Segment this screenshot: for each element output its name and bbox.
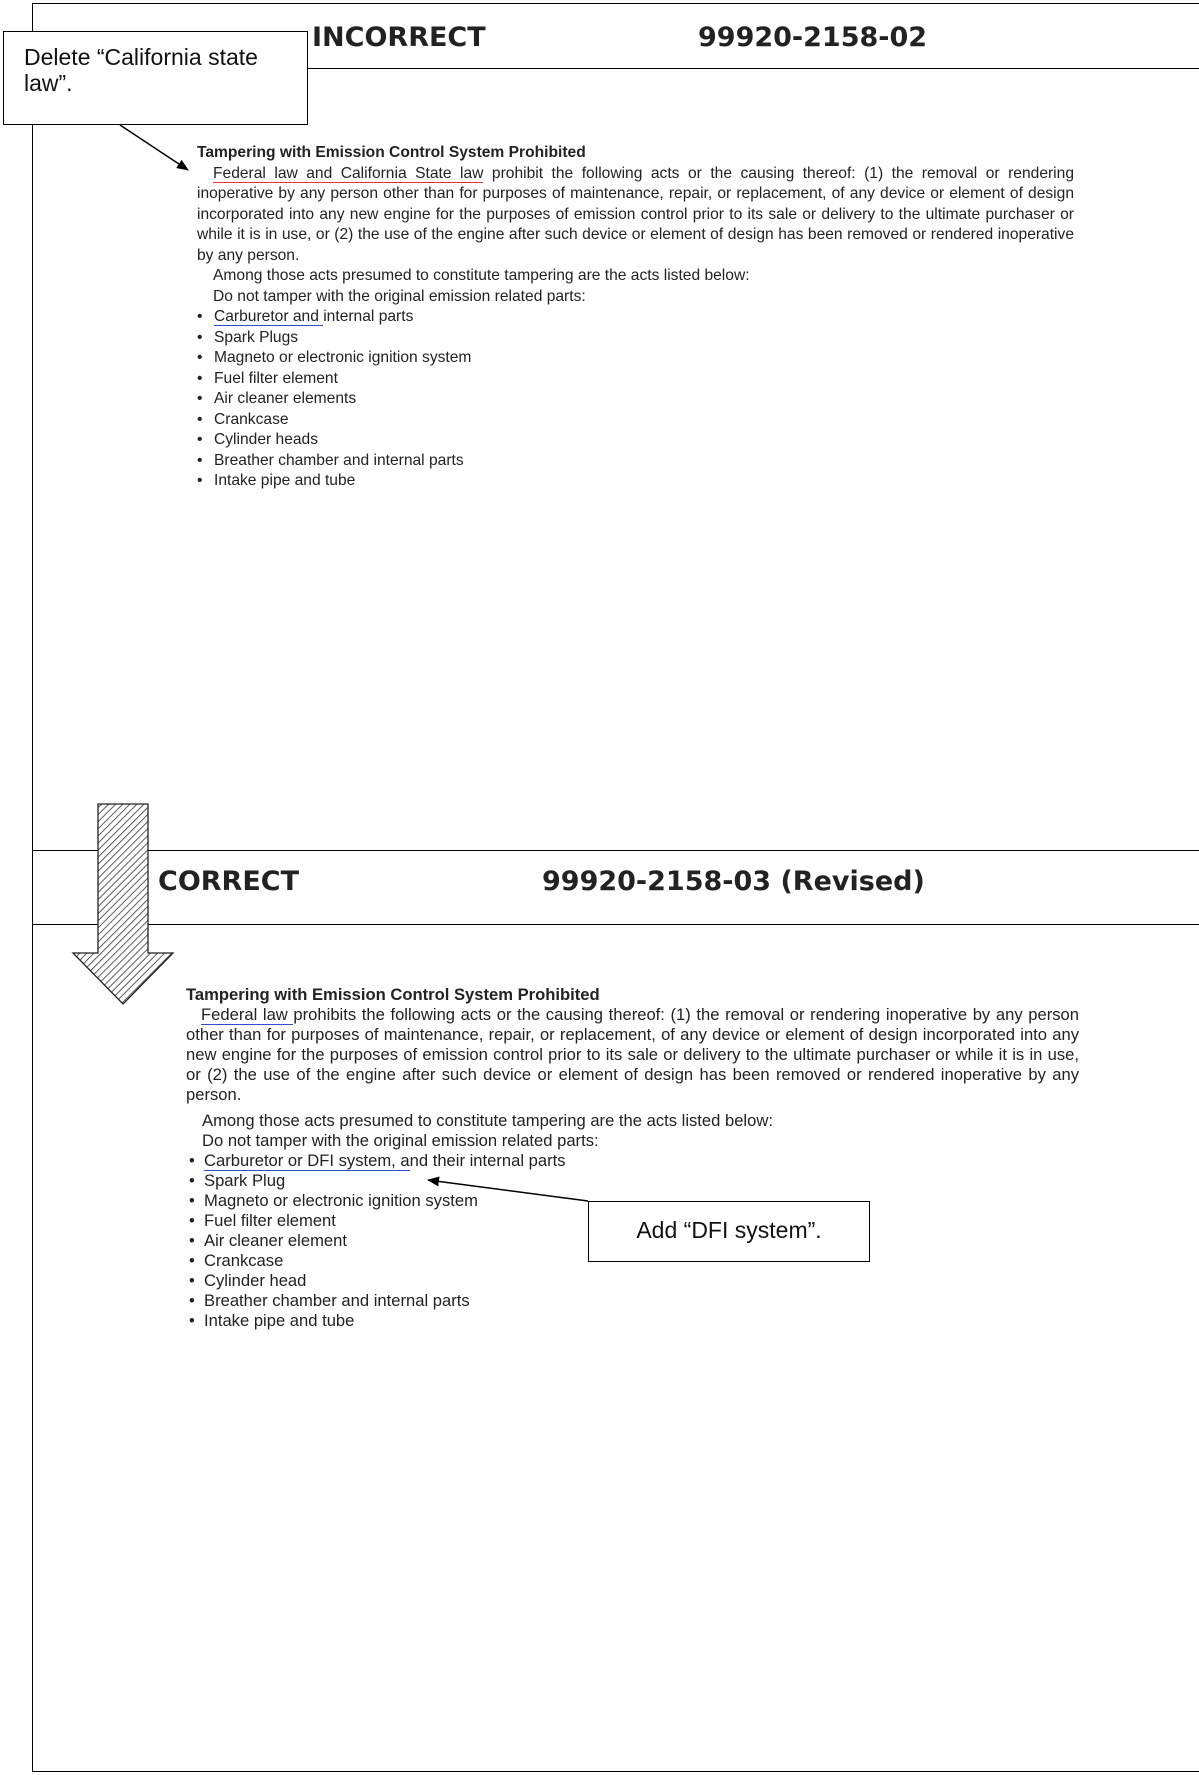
list-item: • Air cleaner elements bbox=[214, 389, 1074, 410]
doc-line-2: Do not tamper with the original emission related parts: bbox=[202, 1131, 599, 1150]
added-text: Carburetor or DFI system, a bbox=[204, 1151, 410, 1170]
add-arrow bbox=[428, 1180, 588, 1201]
doc-title: Tampering with Emission Control System Prohibited bbox=[197, 144, 586, 161]
list-item: • Spark Plug bbox=[204, 1171, 1079, 1191]
list-item: • Breather chamber and internal parts bbox=[214, 451, 1074, 472]
deleted-text: Federal law and California State law bbox=[213, 164, 484, 182]
list-item: • Fuel filter element bbox=[204, 1211, 1079, 1231]
list-item: • Breather chamber and internal parts bbox=[204, 1291, 1079, 1311]
list-item: • Cylinder heads bbox=[214, 430, 1074, 451]
transition-arrow bbox=[73, 804, 173, 1004]
list-item: • Intake pipe and tube bbox=[204, 1311, 1079, 1331]
doc-line-1: Among those acts presumed to constitute tampering are the acts listed below: bbox=[202, 1111, 773, 1130]
changed-text: Carburetor and bbox=[214, 308, 324, 325]
paragraph-text: prohibits the following acts or the causing thereof: (1) the removal or rendering inoperative by any person other than for purposes of maintenance, repair, or replacement, of any device or element of design incorporated into any new engine for the purposes of emission control prior to its sale or delivery to the ultimate purchaser or while it is in use, or (2) the use of the engine after such device or element of design has been removed or rendered inoperative by any person. bbox=[186, 1005, 1079, 1104]
paragraph-text: prohibit the following acts or the causing thereof: (1) the removal or rendering inoperative by any person other than for purposes of maintenance, repair, or replacement, of any device or element of design incorporated into any new engine for the purposes of emission control prior to its sale or delivery to the ultimate purchaser or while it is in use, or (2) the use of the engine after such device or element of design has been removed or rendered inoperative by any person. bbox=[197, 164, 1074, 264]
list-item: • Magneto or electronic ignition system bbox=[214, 348, 1074, 369]
list-item: • Air cleaner element bbox=[204, 1231, 1079, 1251]
delete-callout: Delete “California state law”. bbox=[3, 31, 308, 125]
doc-title: Tampering with Emission Control System Prohibited bbox=[186, 985, 600, 1004]
doc-line-1: Among those acts presumed to constitute tampering are the acts listed below: bbox=[213, 267, 750, 284]
list-item: • Intake pipe and tube bbox=[214, 471, 1074, 492]
delete-arrow bbox=[120, 125, 188, 170]
list-item: • Crankcase bbox=[204, 1251, 1079, 1271]
correct-label: CORRECT bbox=[158, 866, 300, 897]
list-item: • Cylinder head bbox=[204, 1271, 1079, 1291]
doc-line-2: Do not tamper with the original emission related parts: bbox=[213, 287, 586, 305]
list-item: • Crankcase bbox=[214, 410, 1074, 431]
list-item: • Magneto or electronic ignition system bbox=[204, 1191, 1079, 1211]
add-callout: Add “DFI system”. bbox=[588, 1201, 870, 1262]
item-text: nd their internal parts bbox=[409, 1151, 566, 1170]
changed-text: Federal law bbox=[201, 1005, 294, 1024]
item-text: internal parts bbox=[323, 308, 414, 325]
list-item: • Fuel filter element bbox=[214, 369, 1074, 390]
correct-part-number: 99920-2158-03 (Revised) bbox=[542, 866, 925, 897]
list-item: • Spark Plugs bbox=[214, 328, 1074, 349]
incorrect-part-number: 99920-2158-02 bbox=[698, 22, 928, 53]
incorrect-label: INCORRECT bbox=[312, 22, 486, 53]
